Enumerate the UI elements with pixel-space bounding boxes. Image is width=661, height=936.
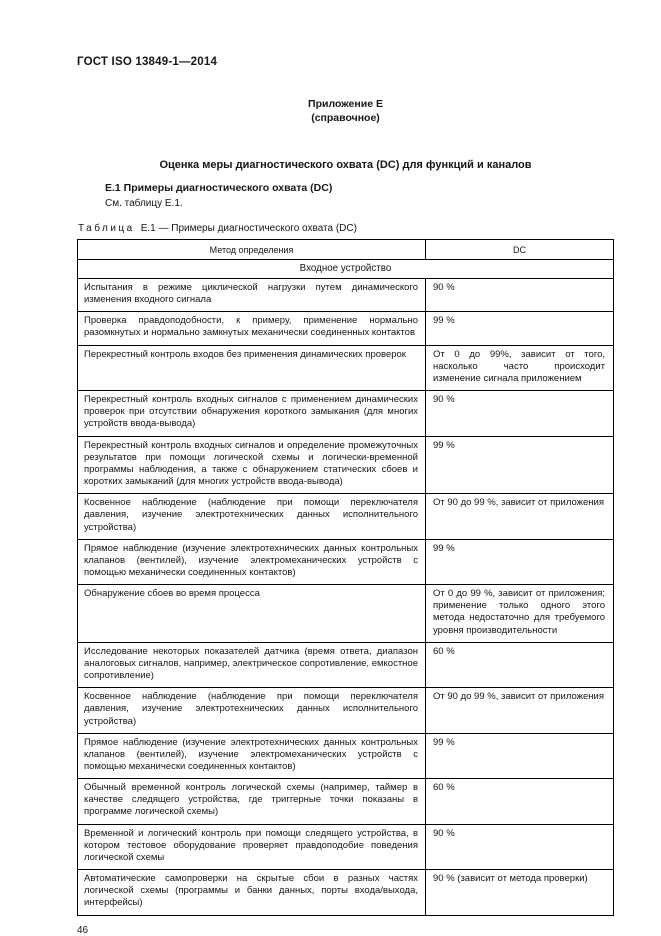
column-header-method: Метод определения bbox=[78, 240, 426, 260]
method-cell: Перекрестный контроль входных сигналов и определение промежуточных результатов при помощи логической схемы и логически-временной программы наблюдения, а также с обнаружением статических сбоев и коротких замыканий (для многих устройств ввода-вывода) bbox=[78, 436, 426, 494]
see-table-note: См. таблицу Е.1. bbox=[105, 198, 183, 209]
table-row bbox=[78, 870, 614, 915]
table-row bbox=[78, 642, 614, 687]
dc-examples-table bbox=[77, 239, 614, 916]
table-row bbox=[78, 688, 614, 733]
page-title: Оценка меры диагностического охвата (DC) для функций и каналов bbox=[159, 159, 532, 171]
table-header-row bbox=[78, 240, 614, 260]
method-cell: Исследование некоторых показателей датчика (время ответа, диапазон аналоговых сигналов, например, электрическое сопротивление, емкостное сопротивление) bbox=[78, 642, 426, 687]
method-cell: Косвенное наблюдение (наблюдение при помощи переключателя давления, изучение электротехнических данных исполнительного устройства) bbox=[78, 494, 426, 539]
dc-cell: От 90 до 99 %, зависит от приложения bbox=[426, 688, 614, 733]
method-cell: Обычный временной контроль логической схемы (например, таймер в качестве следящего устройства, где триггерные точки показаны в программе логической схемы) bbox=[78, 779, 426, 824]
content-area bbox=[77, 0, 614, 936]
subsection-heading: Е.1 Примеры диагностического охвата (DC) bbox=[105, 182, 333, 194]
table-row bbox=[78, 539, 614, 584]
dc-cell: От 0 до 99 %, зависит от приложения; применение только одного этого метода недостаточно для требуемого уровня производительности bbox=[426, 585, 614, 643]
dc-cell: 99 % bbox=[426, 733, 614, 778]
method-cell: Перекрестный контроль входов без применения динамических проверок bbox=[78, 345, 426, 390]
appendix-subtitle: (справочное) bbox=[311, 112, 380, 124]
method-cell: Проверка правдоподобности, к примеру, применение нормально разомкнутых и нормально замкнутых механически соединенных контактов bbox=[78, 312, 426, 345]
method-cell: Прямое наблюдение (изучение электротехнических данных контрольных клапанов (вентилей), изучение электромеханических устройств с помощью механически соединенных контактов) bbox=[78, 733, 426, 778]
section-row bbox=[78, 260, 614, 279]
dc-cell: От 0 до 99%, зависит от того, насколько часто происходит изменение сигнала приложением bbox=[426, 345, 614, 390]
dc-cell: 90 % bbox=[426, 391, 614, 436]
section-row-label: Входное устройство bbox=[78, 260, 614, 279]
page-number: 46 bbox=[77, 924, 89, 936]
table-caption-text: Е.1 — Примеры диагностического охвата (DC) bbox=[140, 223, 357, 234]
dc-cell: 99 % bbox=[426, 539, 614, 584]
dc-cell: От 90 до 99 %, зависит от приложения bbox=[426, 494, 614, 539]
doc-number-header: ГОСТ ISO 13849-1—2014 bbox=[77, 56, 218, 68]
method-cell: Временной и логический контроль при помощи следящего устройства, в котором тестовое оборудование проверяет правдоподобие поведения логической схемы bbox=[78, 824, 426, 869]
table-row bbox=[78, 391, 614, 436]
dc-cell: 60 % bbox=[426, 642, 614, 687]
table-row bbox=[78, 585, 614, 643]
table-row bbox=[78, 733, 614, 778]
dc-cell: 99 % bbox=[426, 312, 614, 345]
appendix-title: Приложение Е bbox=[308, 98, 383, 110]
table-caption-word: Таблица bbox=[78, 223, 135, 234]
method-cell: Обнаружение сбоев во время процесса bbox=[78, 585, 426, 643]
table-caption bbox=[78, 223, 614, 234]
dc-cell: 90 % bbox=[426, 279, 614, 312]
table-row bbox=[78, 279, 614, 312]
dc-cell: 60 % bbox=[426, 779, 614, 824]
dc-cell: 99 % bbox=[426, 436, 614, 494]
column-header-dc: DC bbox=[426, 240, 614, 260]
method-cell: Прямое наблюдение (изучение электротехнических данных контрольных клапанов (вентилей), изучение электромеханических устройств с помощью механически соединенных контактов) bbox=[78, 539, 426, 584]
table-row bbox=[78, 312, 614, 345]
table-row bbox=[78, 779, 614, 824]
table-row bbox=[78, 494, 614, 539]
dc-cell: 90 % bbox=[426, 824, 614, 869]
dc-cell: 90 % (зависит от метода проверки) bbox=[426, 870, 614, 915]
table-row bbox=[78, 345, 614, 390]
method-cell: Косвенное наблюдение (наблюдение при помощи переключателя давления, изучение электротехнических данных исполнительного устройства) bbox=[78, 688, 426, 733]
table-row bbox=[78, 436, 614, 494]
method-cell: Автоматические самопроверки на скрытые сбои в разных частях логической схемы (программы и банки данных, порты входа/выхода, интерфейсы) bbox=[78, 870, 426, 915]
method-cell: Перекрестный контроль входных сигналов с применением динамических проверок при отсутствии обнаружения короткого замыкания (для многих устройств ввода-вывода) bbox=[78, 391, 426, 436]
method-cell: Испытания в режиме циклической нагрузки путем динамического изменения входного сигнала bbox=[78, 279, 426, 312]
table-row bbox=[78, 824, 614, 869]
